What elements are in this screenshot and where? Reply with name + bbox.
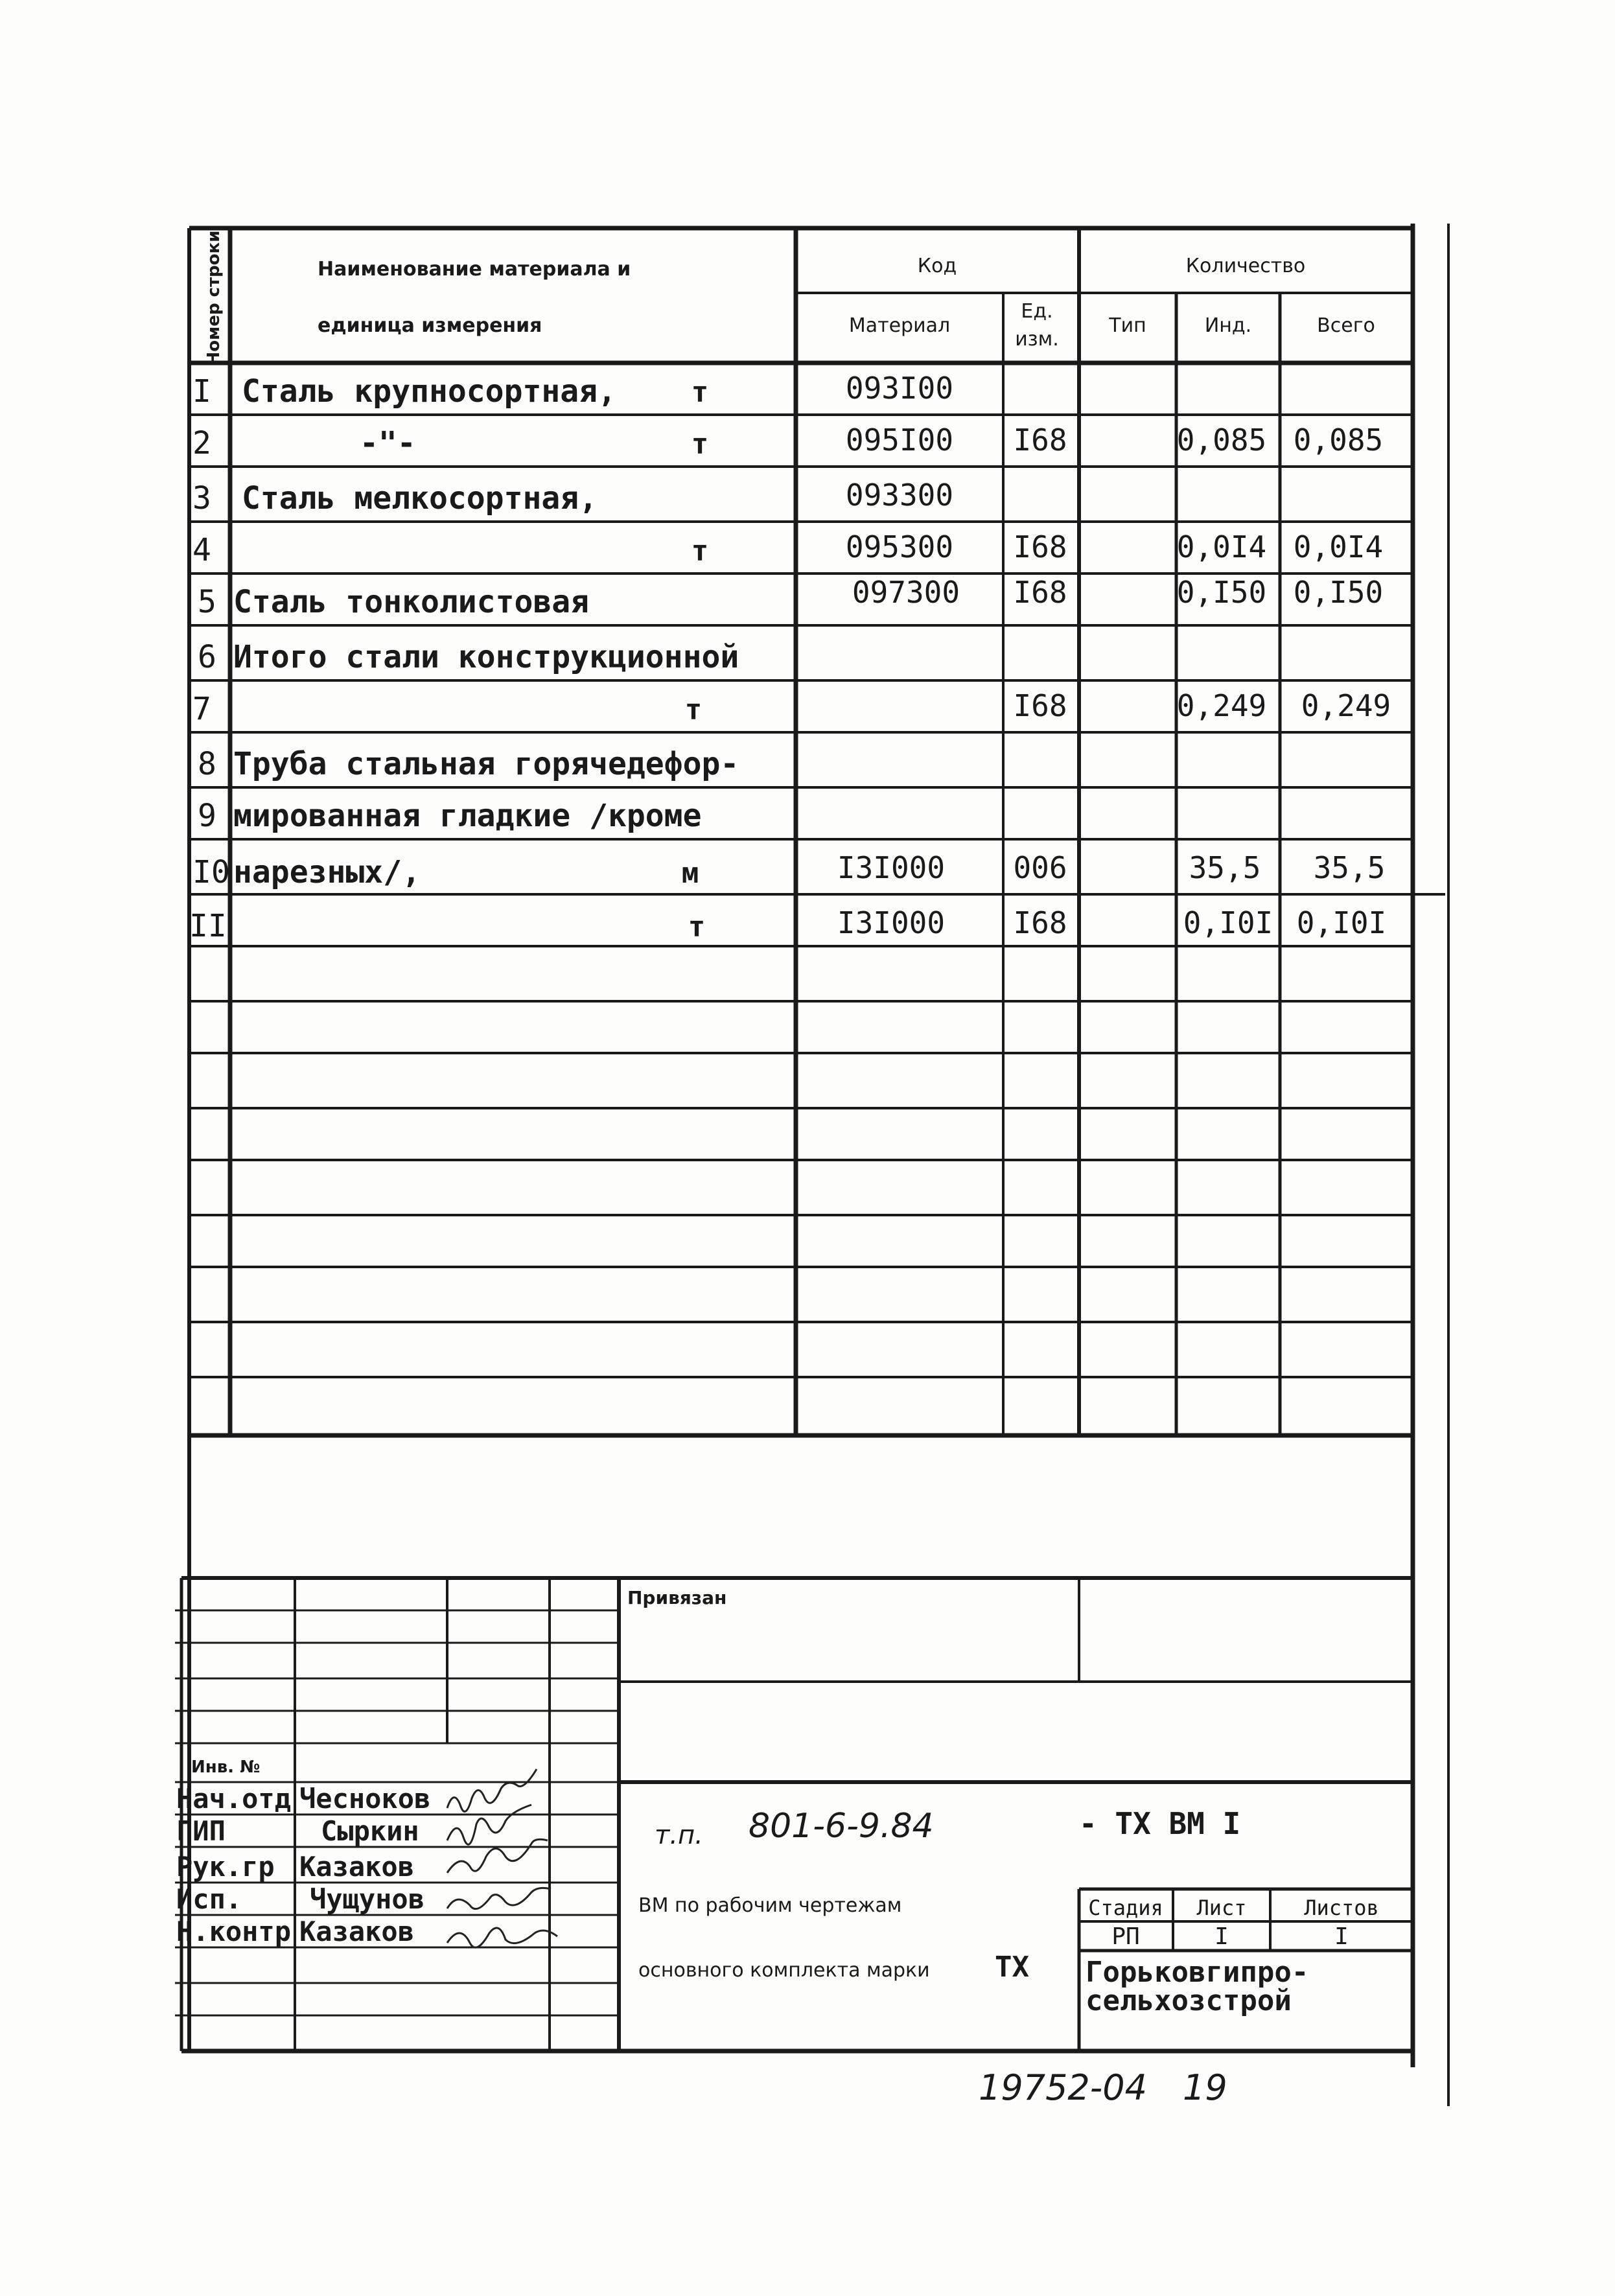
row-number: 8 xyxy=(198,746,216,782)
role-label: Н.контр xyxy=(176,1916,292,1947)
signer-name: Чесноков xyxy=(299,1783,431,1815)
signer-name: Казаков xyxy=(299,1916,415,1947)
name-unit: т xyxy=(691,535,709,568)
material-code: I3I000 xyxy=(837,905,946,940)
name-header-line1: Наименование материала и xyxy=(318,258,631,281)
stage-label: Стадия xyxy=(1088,1896,1163,1920)
material-code: 093I00 xyxy=(845,371,954,406)
material-header: Материал xyxy=(848,314,951,337)
unit-header-line2: изм. xyxy=(1015,328,1059,351)
qty-ind: 0,I50 xyxy=(1176,575,1267,610)
qty-total: 35,5 xyxy=(1313,850,1386,885)
archive-code: 19752-04 xyxy=(979,2067,1147,2108)
table-row xyxy=(198,798,701,834)
role-label: Исп. xyxy=(176,1883,242,1915)
page-number: 19 xyxy=(1183,2067,1227,2108)
title-mark: ТХ xyxy=(995,1951,1029,1984)
qty-total: 0,085 xyxy=(1293,423,1384,458)
material-name: Сталь крупносортная, xyxy=(242,373,616,410)
table-row xyxy=(189,905,1386,944)
material-name: -"- xyxy=(360,425,416,461)
material-code: 095300 xyxy=(845,529,954,564)
table-row xyxy=(192,688,1391,727)
signature-rows xyxy=(176,1783,430,1947)
table-row xyxy=(192,478,953,516)
row-number: II xyxy=(189,908,227,944)
unit-code: I68 xyxy=(1013,575,1067,610)
row-number: 7 xyxy=(192,691,211,727)
code-header: Код xyxy=(917,255,957,277)
sheets-label: Листов xyxy=(1304,1896,1379,1920)
unit-header-line1: Ед. xyxy=(1021,300,1053,323)
qty-ind: 0,249 xyxy=(1176,688,1267,723)
name-header-line2: единица измерения xyxy=(318,314,542,337)
qty-ind: 35,5 xyxy=(1189,850,1261,885)
qty-total: 0,0I4 xyxy=(1293,529,1384,564)
organization-line1: Горьковгипро- xyxy=(1086,1956,1309,1989)
signer-name: Чущунов xyxy=(310,1883,425,1915)
title-line1: ВМ по рабочим чертежам xyxy=(638,1894,902,1917)
qty-total: 0,249 xyxy=(1301,688,1391,723)
table-row xyxy=(198,746,739,782)
name-unit: т xyxy=(684,693,703,726)
material-code: 097300 xyxy=(852,575,960,610)
table-row xyxy=(198,575,1383,620)
sheet-label: Лист xyxy=(1196,1896,1247,1920)
ind-header: Инд. xyxy=(1204,314,1252,337)
title-line2: основного комплекта марки xyxy=(638,1959,930,1982)
inventory-number-label: Инв. № xyxy=(191,1757,261,1777)
row-number: 3 xyxy=(192,480,211,516)
sheet-value: I xyxy=(1214,1923,1229,1950)
material-code: I3I000 xyxy=(837,850,946,885)
role-label: Нач.отд xyxy=(176,1783,292,1815)
qty-ind: 0,085 xyxy=(1176,423,1267,458)
material-name: Сталь мелкосортная, xyxy=(242,480,598,516)
material-code: 095I00 xyxy=(845,423,954,458)
document-mark: - ТХ ВМ I xyxy=(1079,1806,1241,1841)
material-name: Итого стали конструкционной xyxy=(233,639,739,675)
tp-number: 801-6-9.84 xyxy=(749,1807,934,1846)
unit-code: I68 xyxy=(1013,529,1067,564)
role-label: Рук.гр xyxy=(176,1851,275,1883)
material-name: мированная гладкие /кроме xyxy=(233,798,702,834)
qty-ind: 0,I0I xyxy=(1183,905,1273,940)
sheets-value: I xyxy=(1334,1923,1349,1950)
row-number-header: Номер строки xyxy=(204,230,224,366)
stage-value: РП xyxy=(1111,1923,1140,1950)
role-label: ГИП xyxy=(176,1815,226,1847)
table-row xyxy=(192,850,1385,890)
row-number: 2 xyxy=(192,425,211,461)
table-row xyxy=(192,529,1383,568)
row-number: 4 xyxy=(192,532,211,568)
row-number: I xyxy=(192,373,211,410)
qty-total: 0,I50 xyxy=(1293,575,1384,610)
row-number: 9 xyxy=(198,798,216,834)
row-number: 6 xyxy=(198,639,216,675)
unit-code: I68 xyxy=(1013,905,1067,940)
material-name: нарезных/, xyxy=(233,854,421,890)
material-name: Сталь тонколистовая xyxy=(233,584,590,620)
unit-code: I68 xyxy=(1013,688,1067,723)
name-unit: т xyxy=(691,428,709,461)
signer-name: Сыркин xyxy=(321,1815,419,1847)
signer-name: Казаков xyxy=(299,1851,415,1883)
table-row xyxy=(192,371,953,410)
table-row xyxy=(198,639,739,675)
material-name: Труба стальная горячедефор- xyxy=(233,746,739,782)
name-unit: т xyxy=(688,910,706,944)
row-number: I0 xyxy=(192,854,230,890)
handwritten-signatures xyxy=(447,1769,557,1947)
quantity-header: Количество xyxy=(1185,255,1306,277)
type-header: Тип xyxy=(1109,314,1146,337)
name-unit: т xyxy=(691,376,709,409)
privyazan-label: Привязан xyxy=(627,1587,727,1608)
organization-line2: сельхозстрой xyxy=(1086,1984,1292,2017)
table-row xyxy=(192,423,1383,461)
material-code: 093300 xyxy=(845,478,954,513)
unit-code: 006 xyxy=(1013,850,1067,885)
row-number: 5 xyxy=(198,584,216,620)
total-header: Всего xyxy=(1317,314,1375,337)
name-unit: м xyxy=(681,857,699,890)
unit-code: I68 xyxy=(1013,423,1067,458)
tp-label: т.п. xyxy=(655,1820,703,1850)
qty-ind: 0,0I4 xyxy=(1176,529,1267,564)
qty-total: 0,I0I xyxy=(1296,905,1387,940)
